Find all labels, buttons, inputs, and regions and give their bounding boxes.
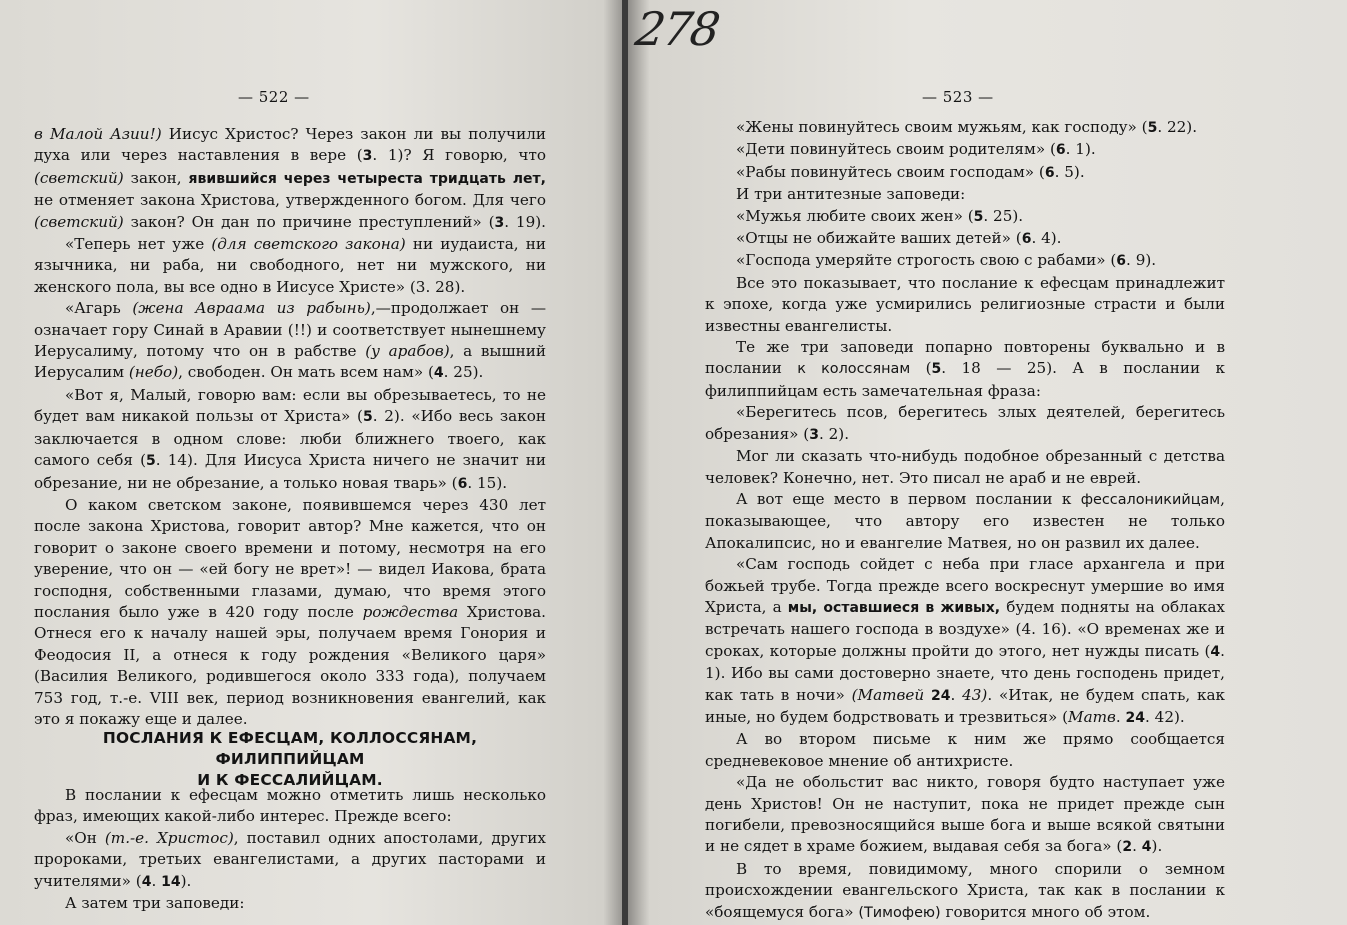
paragraph [34, 298, 546, 385]
italic-run: (светский) [34, 168, 124, 187]
paragraph [705, 554, 1225, 729]
right-text-column [705, 117, 1225, 924]
text-run: . 1)? Я говорю, что [372, 146, 546, 165]
heading-line: ПОСЛАНИЯ К ЕФЕСЦАМ, КОЛЛОССЯНАМ, ФИЛИППИЙЦАМ [102, 729, 478, 768]
paragraph [705, 139, 1225, 161]
text-run: «Отцы не обижайте ваших детей» ( [736, 229, 1022, 248]
bold-run: 3 [809, 426, 819, 443]
text-run: ,—продолжает он — означает гору Синай в Аравии (!!) и соответствует нынешнему Иерусалиму, потому что он в рабстве [34, 299, 547, 361]
bold-run: 14 [161, 873, 181, 890]
bold-run: 5 [362, 409, 373, 426]
paragraph [705, 184, 1225, 205]
bold-run: 4 [1210, 643, 1221, 660]
italic-run: (светский) [34, 212, 124, 231]
text-run: , показывающее, что автору его известен не только Апокалипсис, но и евангелие Матвея, но он развил их далее. [705, 489, 1225, 552]
bold-run: 6 [1044, 164, 1055, 181]
paragraph [34, 385, 546, 495]
paragraph [705, 228, 1225, 250]
bold-run: 4 [1141, 839, 1152, 856]
text-run: «Вот я, Малый, говорю вам: если вы обрезываетесь, то не будет вам никакой пользы от Христа» ( [34, 385, 546, 426]
italic-run: 43) [962, 685, 988, 704]
italic-run: (жена Авраама из рабынь) [132, 299, 371, 318]
text-run: . 25). [983, 206, 1024, 225]
text-run: «Теперь нет уже [65, 235, 212, 254]
paragraph [34, 785, 546, 828]
text-run: . 25). [443, 363, 484, 382]
paragraph [34, 124, 546, 234]
text-run: О каком светском законе, появившемся через 430 лет после закона Христова, говорит автор? Мне кажется, что он говорит о законе своего времени и потому, несмотря на его уверение, что он — «ей богу не врет»! — видел Иакова, брата господня, собственными глазами, думаю, что время этого послания было уже в 420 году после [34, 495, 546, 621]
bold-run: 2 [1122, 839, 1133, 856]
sans-run: (Тимофею) [858, 904, 941, 921]
text-run: . 5). [1054, 162, 1085, 181]
italic-run: (Матвей [851, 685, 925, 704]
text-run: ни иудаиста, ни язычника, ни раба, ни свободного, нет ни мужского, ни женского пола, вы все одно в Иисусе Христе» (3. 28). [34, 235, 547, 296]
paragraph [34, 893, 546, 914]
bold-run: 4 [433, 365, 444, 382]
italic-run: Матв [1068, 707, 1116, 726]
bold-run: мы, оставшиеся в живых, [787, 599, 1001, 616]
bold-run: 24 [1125, 709, 1146, 726]
text-run: «Сам господь сойдет с неба при гласе архангела и при божьей трубе. Тогда прежде всего воскреснут умершие во имя Христа, а [705, 555, 1225, 616]
text-run: . 15). [467, 473, 508, 492]
heading-line: И К ФЕССАЛИЙЦАМ. [197, 771, 383, 789]
sans-run: фессалоникийцам [1080, 491, 1221, 508]
text-run: ). [1151, 837, 1163, 856]
text-run: , свободен. Он мать всем нам» ( [178, 363, 434, 382]
right-page [628, 0, 1347, 925]
text-run: будем подняты на облаках встречать нашего господа в воздухе» (4. 16). «О временах же и сроках, которые должны пройти до этого, нет нужды писать ( [705, 597, 1225, 660]
text-run: , поставил одних апостолами, других пророками, третьих евангелистами, а других пасторами и учителями» ( [34, 828, 546, 890]
bold-run: 6 [1116, 253, 1127, 270]
paragraph [705, 729, 1225, 772]
text-run: . 9). [1126, 251, 1157, 270]
text-run: ( [910, 359, 932, 378]
paragraph [705, 337, 1225, 402]
paragraph [705, 206, 1225, 228]
bold-run: 6 [457, 475, 468, 492]
paragraph [705, 489, 1225, 554]
text-run: закон? Он дан по причине преступлений» ( [123, 212, 495, 231]
left-text-column [34, 124, 546, 730]
page-number: — 522 — [238, 88, 310, 106]
bold-run: 3 [362, 148, 373, 165]
text-run: «Господа умеряйте строгость свою с рабами» ( [736, 251, 1117, 270]
italic-run: в Малой Азии!) [34, 125, 162, 143]
paragraph [34, 234, 546, 298]
text-run: . 2). «Ибо весь закон заключается в одном слове: люби ближнего твоего, как самого себя ( [34, 407, 546, 470]
bold-run: 6 [1021, 231, 1032, 248]
text-run: . «Итак, не будем спать, как иные, но будем бодрствовать и трезвиться» ( [705, 685, 1226, 726]
text-run: . [950, 685, 963, 704]
sans-run: к колоссянам [797, 361, 911, 378]
text-run: , а вышний Иерусалим [34, 342, 546, 382]
text-run: . 18 — 25). А в послании к филиппийцам есть замечательная фраза: [705, 359, 1225, 400]
text-run: . 42). [1145, 707, 1185, 726]
text-run: Мог ли сказать что-нибудь подобное обрезанный с детства человек? Конечно, нет. Это писал не араб и не еврей. [705, 447, 1225, 487]
left-page [0, 0, 622, 925]
paragraph [705, 446, 1225, 489]
text-run: . 19). [504, 212, 546, 231]
bold-run: явившийся через четыреста тридцать лет, [188, 170, 546, 187]
text-run: Христова. Отнеся его к началу нашей эры, получаем время Гонория и Феодосия II, а отнеся к году рождения «Великого царя» (Василия Великого, родившегося около 333 года), получаем 753 год, т.-е. VIII век, период возникновения евангелий, как это я покажу еще и далее. [34, 602, 546, 728]
left-text-column-lower [34, 785, 546, 914]
text-run: А затем три заповеди: [65, 894, 245, 913]
section-heading [34, 728, 546, 791]
text-run: не отменяет закона Христова, утвержденного богом. Для чего [34, 191, 546, 210]
text-run: «Рабы повинуйтесь своим господам» ( [736, 162, 1045, 181]
text-run: . [1115, 707, 1126, 726]
page-number: — 523 — [922, 88, 994, 106]
italic-run: (небо) [128, 363, 179, 382]
text-run: . [151, 871, 162, 890]
paragraph [34, 495, 546, 730]
bold-run: 6 [1055, 142, 1066, 159]
italic-run: рождества [362, 602, 459, 621]
text-run: «Жены повинуйтесь своим мужьям, как господу» ( [736, 118, 1148, 136]
bold-run: 3 [494, 214, 505, 231]
text-run: говорится много об этом. [940, 902, 1151, 921]
italic-run: (для светского закона) [211, 235, 406, 254]
text-run: . 22). [1157, 118, 1198, 136]
text-run: ). [180, 871, 192, 890]
text-run: закон, [123, 168, 189, 187]
italic-run: (т.-е. Христос) [104, 828, 234, 847]
text-run: А вот еще место в первом послании к [736, 489, 1081, 508]
bold-run: 4 [141, 873, 152, 890]
paragraph [705, 250, 1225, 272]
bold-run: 24 [930, 687, 951, 704]
text-run: «Берегитесь псов, берегитесь злых деятелей, берегитесь обрезания» ( [705, 403, 1225, 443]
text-run: . 2). [818, 424, 850, 443]
paragraph [705, 859, 1225, 924]
paragraph [705, 162, 1225, 184]
text-run: «Агарь [65, 299, 133, 318]
bold-run: 5 [931, 361, 942, 378]
paragraph [705, 402, 1225, 446]
bold-run: 5 [146, 453, 156, 470]
text-run: В то время, повидимому, много спорили о земном происхождении евангельского Христа, так как в послании к «боящемуся бога» [705, 859, 1225, 921]
text-run: «Да не обольстит вас никто, говоря будто наступает уже день Христов! Он не наступит, пока не придет прежде сын погибели, превозносящийся выше бога и выше всякой святыни и не сядет в храме божием, выдавая себя за бога» ( [705, 773, 1225, 856]
text-run: Те же три заповеди попарно повторены буквально и в послании [705, 338, 1225, 378]
text-run: . [1132, 837, 1142, 856]
text-run: А во втором письме к ним же прямо сообщается средневековое мнение об антихристе. [705, 730, 1225, 770]
text-run: И три антитезные заповеди: [736, 185, 966, 204]
handwritten-folio-number: 278 [632, 2, 722, 56]
text-run [924, 686, 931, 704]
italic-run: (у арабов) [365, 342, 450, 361]
text-run: В послании к ефесцам можно отметить лишь несколько фраз, имеющих какой-либо интерес. Прежде всего: [34, 786, 546, 826]
text-run: «Он [65, 828, 105, 847]
text-run: . 14). Для Иисуса Христа ничего не значит ни обрезание, ни не обрезание, а только новая тварь» ( [34, 451, 546, 492]
text-run: . 1). Ибо вы сами достоверно знаете, что день господень придет, как тать в ночи» [705, 641, 1225, 704]
text-run: . 1). [1065, 140, 1096, 159]
bold-run: 5 [973, 208, 984, 225]
text-run: «Дети повинуйтесь своим родителям» ( [736, 140, 1056, 159]
text-run: Иисус Христос? Через закон ли вы получили духа или через наставления в вере ( [34, 125, 546, 165]
text-run: . 4). [1031, 229, 1062, 248]
paragraph [705, 117, 1225, 139]
paragraph [705, 772, 1225, 859]
bold-run: 5 [1147, 120, 1158, 136]
text-run: «Мужья любите своих жен» ( [736, 206, 974, 225]
paragraph [705, 273, 1225, 337]
paragraph [34, 828, 546, 893]
text-run: Все это показывает, что послание к ефесцам принадлежит к эпохе, когда уже усмирились религиозные страсти и были известны евангелисты. [705, 273, 1225, 335]
